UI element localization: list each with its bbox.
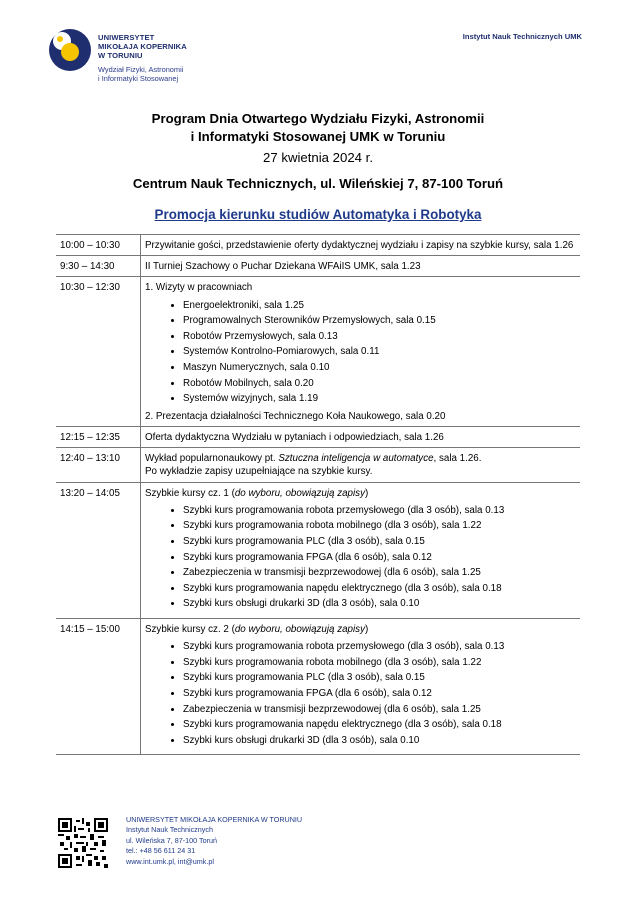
list-item: • Szybki kurs programowania robota przemysłowego (dla 3 osób), sala 0.13: [183, 503, 576, 519]
list-item: • Robotów Mobilnych, sala 0.20: [183, 376, 576, 392]
umk-logo-mark-icon: [48, 28, 92, 72]
table-row: [56, 448, 580, 482]
logo-university-name: UNIWERSYTET MIKOŁAJA KOPERNIKA W TORUNIU: [98, 33, 187, 61]
document-title: Program Dnia Otwartego Wydziału Fizyki, Astronomii i Informatyki Stosowanej UMK w Toruniu: [151, 111, 485, 144]
list-item: • Szybki kurs programowania napędu elektrycznego (dla 3 osób), sala 0.18: [183, 717, 576, 733]
promo-heading: Promocja kierunku studiów Automatyka i Robotyka: [154, 207, 482, 222]
list-item: • Szybki kurs programowania napędu elektrycznego (dla 3 osób), sala 0.18: [183, 581, 576, 597]
logo-faculty-name: Wydział Fizyki, Astronomii i Informatyki Stosowanej: [98, 65, 184, 83]
activity-outro: 2. Prezentacja działalności Technicznego Koła Naukowego, sala 0.20: [145, 410, 446, 422]
list-item: • Zabezpieczenia w transmisji bezprzewodowej (dla 6 osób), sala 1.25: [183, 565, 576, 581]
activity-intro: Szybkie kursy cz. 2 (do wyboru, obowiązują zapisy): [145, 623, 369, 635]
schedule-table: [56, 234, 580, 755]
table-row: [56, 482, 580, 618]
course-list: [145, 639, 576, 748]
time-cell: 9:30 – 14:30: [56, 256, 141, 277]
activity-cell: Przywitanie gości, przedstawienie oferty dydaktycznej wydziału i zapisy na szybkie kursy, sala 1.26: [145, 240, 574, 251]
list-item: • Szybki kurs programowania FPGA (dla 6 osób), sala 0.12: [183, 550, 576, 566]
activity-cell: [141, 618, 581, 754]
time-cell: 12:40 – 13:10: [56, 448, 141, 482]
list-item: • Zabezpieczenia w transmisji bezprzewodowej (dla 6 osób), sala 1.25: [183, 702, 576, 718]
list-item: • Systemów Kontrolno-Pomiarowych, sala 0.11: [183, 344, 576, 360]
activity-cell: Oferta dydaktyczna Wydziału w pytaniach i odpowiedziach, sala 1.26: [145, 431, 444, 443]
list-item: • Systemów wizyjnych, sala 1.19: [183, 391, 576, 407]
course-list: [145, 503, 576, 612]
list-item: • Szybki kurs programowania FPGA (dla 6 osób), sala 0.12: [183, 686, 576, 702]
university-logo: [48, 28, 248, 92]
list-item: • Programowalnych Sterowników Przemysłowych, sala 0.15: [183, 313, 576, 329]
activity-cell: [141, 277, 581, 427]
qr-code-icon: [58, 818, 108, 868]
time-cell: 12:15 – 12:35: [56, 426, 141, 447]
list-item: • Maszyn Numerycznych, sala 0.10: [183, 360, 576, 376]
time-cell: 10:30 – 12:30: [56, 277, 141, 427]
list-item: • Szybki kurs obsługi drukarki 3D (dla 3 osób), sala 0.10: [183, 596, 576, 612]
activity-intro: 1. Wizyty w pracowniach: [145, 282, 253, 294]
time-cell: 14:15 – 15:00: [56, 618, 141, 754]
lecture-line: Wykład popularnonaukowy pt. Sztuczna inteligencja w automatyce, sala 1.26.: [145, 453, 482, 465]
table-row: [56, 277, 580, 427]
list-item: • Szybki kurs programowania PLC (dla 3 osób), sala 0.15: [183, 534, 576, 550]
table-row: [56, 618, 580, 754]
time-cell: 13:20 – 14:05: [56, 482, 141, 618]
list-item: • Szybki kurs obsługi drukarki 3D (dla 3 osób), sala 0.10: [183, 733, 576, 749]
list-item: • Szybki kurs programowania robota mobilnego (dla 3 osób), sala 1.22: [183, 655, 576, 671]
table-row: [56, 235, 580, 256]
event-date: 27 kwietnia 2024 r.: [263, 150, 373, 165]
lecture-note: Po wykładzie zapisy uzupełniające na szybkie kursy.: [145, 466, 373, 478]
activity-cell: [141, 448, 581, 482]
list-item: • Energoelektroniki, sala 1.25: [183, 298, 576, 314]
table-row: [56, 256, 580, 277]
lecture-title: Sztuczna inteligencja w automatyce: [278, 453, 434, 465]
activity-cell: II Turniej Szachowy o Puchar Dziekana WFAiIS UMK, sala 1.23: [145, 261, 421, 273]
institute-header: Instytut Nauk Technicznych UMK: [462, 32, 582, 41]
time-cell: 10:00 – 10:30: [56, 235, 141, 256]
list-item: • Szybki kurs programowania robota przemysłowego (dla 3 osób), sala 0.13: [183, 639, 576, 655]
list-item: • Szybki kurs programowania PLC (dla 3 osób), sala 0.15: [183, 670, 576, 686]
footer-contact: UNIWERSYTET MIKOŁAJA KOPERNIKA W TORUNIU Instytut Nauk Technicznych ul. Wileńska 7, 87-100 Toruń tel.: +48 56 611 24 31 www.int.umk.pl, int@umk.pl: [126, 815, 303, 866]
lab-list: [145, 298, 576, 407]
list-item: • Szybki kurs programowania robota mobilnego (dla 3 osób), sala 1.22: [183, 518, 576, 534]
table-row: [56, 426, 580, 447]
list-item: • Robotów Przemysłowych, sala 0.13: [183, 329, 576, 345]
activity-intro: Szybkie kursy cz. 1 (do wyboru, obowiązują zapisy): [145, 487, 369, 499]
event-venue: Centrum Nauk Technicznych, ul. Wileńskiej 7, 87-100 Toruń: [132, 176, 504, 191]
activity-cell: [141, 482, 581, 618]
